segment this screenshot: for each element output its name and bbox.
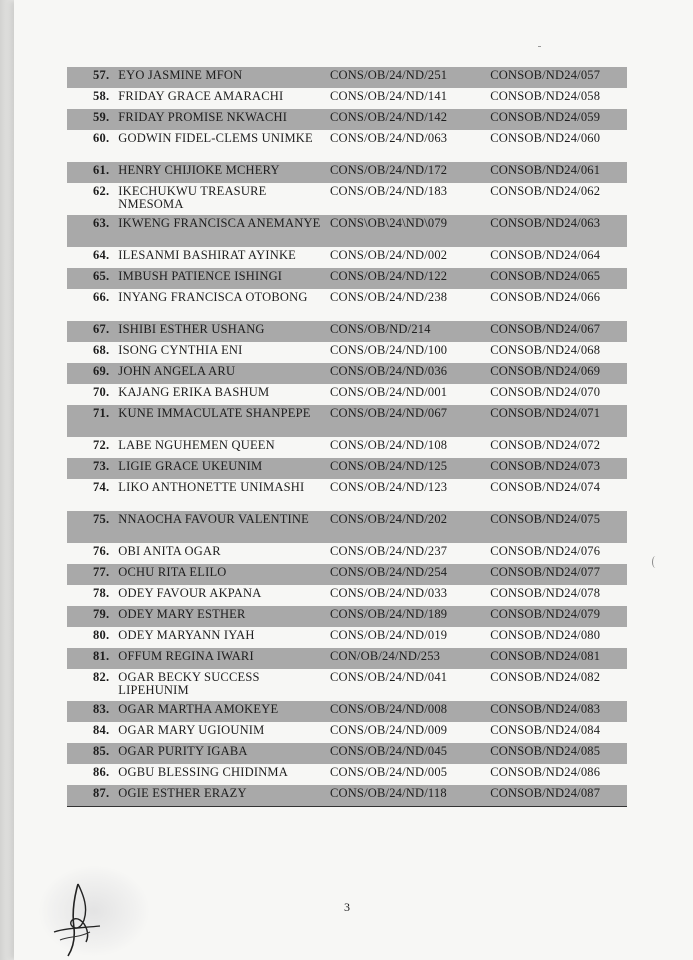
student-name: OGAR MARTHA AMOKEYE [115, 701, 327, 722]
row-number: 63. [67, 215, 115, 247]
row-number: 80. [93, 628, 110, 642]
row-number: 57. [67, 67, 115, 88]
student-name: GODWIN FIDEL-CLEMS UNIMKE [118, 131, 313, 145]
table-row [67, 701, 627, 722]
pen-mark [652, 556, 659, 568]
registration-number: CONS/OB/24/ND/125 [327, 458, 487, 479]
student-name: OGBU BLESSING CHIDINMA [118, 765, 288, 779]
table-row [67, 268, 627, 289]
row-number: 77. [67, 564, 115, 585]
registration-number: CONS/OB/24/ND/067 [327, 405, 487, 437]
matric-number: CONSOB/ND24/080 [490, 628, 601, 642]
row-number: 69. [67, 363, 115, 384]
row-number: 70. [93, 385, 110, 399]
registration-number: CONS/OB/ND/214 [327, 321, 487, 342]
registration-number: CONS/OB/24/ND/005 [329, 765, 448, 779]
matric-number: CONSOB/ND24/081 [487, 648, 627, 669]
registration-number: CONS/OB/24/ND/009 [329, 723, 448, 737]
row-number: 71. [67, 405, 115, 437]
student-name: JOHN ANGELA ARU [115, 363, 327, 384]
table-row [67, 321, 627, 342]
student-name: OGAR BECKY SUCCESS LIPEHUNIM [118, 670, 260, 697]
student-name: ODEY FAVOUR AKPANA [118, 586, 262, 600]
matric-number: CONSOB/ND24/062 [490, 184, 601, 198]
row-number: 61. [67, 162, 115, 183]
table-row [67, 648, 627, 669]
page-edge-shadow [0, 0, 14, 960]
registration-number: CONS/OB/24/ND/045 [327, 743, 487, 764]
registration-number: CONS/OB/24/ND/238 [329, 290, 448, 304]
table-row [67, 785, 627, 806]
student-name: LABE NGUHEMEN QUEEN [118, 438, 275, 452]
student-name: OBI ANITA OGAR [118, 544, 221, 558]
row-number: 79. [67, 606, 115, 627]
table-row [67, 109, 627, 130]
matric-number: CONSOB/ND24/070 [490, 385, 601, 399]
student-name: IKECHUKWU TREASURE NMESOMA [118, 184, 267, 211]
matric-number: CONSOB/ND24/074 [490, 480, 601, 494]
matric-number: CONSOB/ND24/079 [487, 606, 627, 627]
student-name: ODEY MARYANN IYAH [118, 628, 255, 642]
registration-number: CONS/OB/24/ND/202 [327, 511, 487, 543]
student-name: EYO JASMINE MFON [115, 67, 327, 88]
matric-number: CONSOB/ND24/073 [487, 458, 627, 479]
row-number: 74. [93, 480, 110, 494]
table-row [67, 669, 627, 701]
matric-number: CONSOB/ND24/083 [487, 701, 627, 722]
matric-number: CONSOB/ND24/086 [490, 765, 601, 779]
student-name: FRIDAY PROMISE NKWACHI [115, 109, 327, 130]
row-number: 78. [93, 586, 110, 600]
row-number: 68. [93, 343, 110, 357]
student-name: OCHU RITA ELILO [115, 564, 327, 585]
table-row [67, 722, 627, 743]
table-row [67, 342, 627, 363]
matric-number: CONSOB/ND24/060 [490, 131, 601, 145]
registration-number: CON/OB/24/ND/253 [327, 648, 487, 669]
matric-number: CONSOB/ND24/085 [487, 743, 627, 764]
row-number: 59. [67, 109, 115, 130]
table-row [67, 764, 627, 785]
student-name: OGAR PURITY IGABA [115, 743, 327, 764]
row-number: 82. [93, 670, 110, 684]
table-row [67, 289, 627, 321]
matric-number: CONSOB/ND24/069 [487, 363, 627, 384]
student-name: ILESANMI BASHIRAT AYINKE [118, 248, 297, 262]
row-number: 60. [93, 131, 110, 145]
table-row [67, 162, 627, 183]
row-number: 73. [67, 458, 115, 479]
matric-number: CONSOB/ND24/057 [487, 67, 627, 88]
registration-number: CONS/OB/24/ND/118 [327, 785, 487, 806]
matric-number: CONSOB/ND24/075 [487, 511, 627, 543]
matric-number: CONSOB/ND24/077 [487, 564, 627, 585]
student-list-body [67, 67, 627, 806]
page-number: 3 [344, 900, 350, 914]
row-number: 81. [67, 648, 115, 669]
student-name: OFFUM REGINA IWARI [115, 648, 327, 669]
table-row [67, 543, 627, 564]
speck [538, 46, 541, 47]
registration-number: CONS/OB/24/ND/122 [327, 268, 487, 289]
table-row [67, 215, 627, 247]
matric-number: CONSOB/ND24/068 [490, 343, 601, 357]
matric-number: CONSOB/ND24/084 [490, 723, 601, 737]
document-page [14, 0, 693, 960]
row-number: 58. [93, 89, 110, 103]
student-name: KUNE IMMACULATE SHANPEPE [115, 405, 327, 437]
student-name: LIGIE GRACE UKEUNIM [115, 458, 327, 479]
student-name: NNAOCHA FAVOUR VALENTINE [115, 511, 327, 543]
student-name: ISONG CYNTHIA ENI [118, 343, 243, 357]
table-row [67, 564, 627, 585]
student-list-table [67, 67, 627, 807]
registration-number: CONS/OB/24/ND/254 [327, 564, 487, 585]
matric-number: CONSOB/ND24/059 [487, 109, 627, 130]
registration-number: CONS/OB/24/ND/008 [327, 701, 487, 722]
matric-number: CONSOB/ND24/071 [487, 405, 627, 437]
registration-number: CONS/OB/24/ND/172 [327, 162, 487, 183]
registration-number: CONS/OB/24/ND/063 [329, 131, 448, 145]
table-row [67, 88, 627, 109]
table-row [67, 606, 627, 627]
registration-number: CONS/OB/24/ND/123 [329, 480, 448, 494]
matric-number: CONSOB/ND24/064 [490, 248, 601, 262]
row-number: 75. [67, 511, 115, 543]
registration-number: CONS/OB/24/ND/001 [329, 385, 448, 399]
row-number: 67. [67, 321, 115, 342]
row-number: 85. [67, 743, 115, 764]
registration-number: CONS/OB/24/ND/189 [327, 606, 487, 627]
row-number: 65. [67, 268, 115, 289]
matric-number: CONSOB/ND24/076 [490, 544, 601, 558]
table-row [67, 585, 627, 606]
table-row [67, 458, 627, 479]
matric-number: CONSOB/ND24/078 [490, 586, 601, 600]
matric-number: CONSOB/ND24/058 [490, 89, 601, 103]
registration-number: CONS/OB/24/ND/041 [329, 670, 448, 684]
table-row [67, 384, 627, 405]
signature-mark [50, 880, 110, 960]
table-row [67, 363, 627, 384]
registration-number: CONS/OB/24/ND/142 [327, 109, 487, 130]
registration-number: CONS/OB/24/ND/108 [329, 438, 448, 452]
row-number: 84. [93, 723, 110, 737]
registration-number: CONS\OB\24\ND\079 [327, 215, 487, 247]
student-name: LIKO ANTHONETTE UNIMASHI [118, 480, 305, 494]
student-name: ISHIBI ESTHER USHANG [115, 321, 327, 342]
matric-number: CONSOB/ND24/082 [490, 670, 601, 684]
student-name: INYANG FRANCISCA OTOBONG [118, 290, 308, 304]
registration-number: CONS/OB/24/ND/100 [329, 343, 448, 357]
student-name: FRIDAY GRACE AMARACHI [118, 89, 284, 103]
registration-number: CONS/OB/24/ND/251 [327, 67, 487, 88]
registration-number: CONS/OB/24/ND/237 [329, 544, 448, 558]
table-row [67, 405, 627, 437]
matric-number: CONSOB/ND24/065 [487, 268, 627, 289]
row-number: 64. [93, 248, 110, 262]
row-number: 72. [93, 438, 110, 452]
matric-number: CONSOB/ND24/067 [487, 321, 627, 342]
student-name: OGAR MARY UGIOUNIM [118, 723, 265, 737]
table-row [67, 247, 627, 268]
matric-number: CONSOB/ND24/072 [490, 438, 601, 452]
table-row [67, 183, 627, 215]
row-number: 62. [93, 184, 110, 198]
matric-number: CONSOB/ND24/063 [487, 215, 627, 247]
registration-number: CONS/OB/24/ND/141 [329, 89, 448, 103]
row-number: 87. [67, 785, 115, 806]
registration-number: CONS/OB/24/ND/033 [329, 586, 448, 600]
student-name: OGIE ESTHER ERAZY [115, 785, 327, 806]
row-number: 76. [93, 544, 110, 558]
matric-number: CONSOB/ND24/066 [490, 290, 601, 304]
row-number: 86. [93, 765, 110, 779]
matric-number: CONSOB/ND24/087 [487, 785, 627, 806]
table-row [67, 479, 627, 511]
table-row [67, 627, 627, 648]
student-name: ODEY MARY ESTHER [115, 606, 327, 627]
row-number: 66. [93, 290, 110, 304]
row-number: 83. [67, 701, 115, 722]
student-name: IMBUSH PATIENCE ISHINGI [115, 268, 327, 289]
table-row [67, 67, 627, 88]
registration-number: CONS/OB/24/ND/002 [329, 248, 448, 262]
table-row [67, 130, 627, 162]
registration-number: CONS/OB/24/ND/019 [329, 628, 448, 642]
table-row [67, 511, 627, 543]
registration-number: CONS/OB/24/ND/036 [327, 363, 487, 384]
matric-number: CONSOB/ND24/061 [487, 162, 627, 183]
table-row [67, 437, 627, 458]
registration-number: CONS/OB/24/ND/183 [329, 184, 448, 198]
student-name: HENRY CHIJIOKE MCHERY [115, 162, 327, 183]
student-name: IKWENG FRANCISCA ANEMANYE [115, 215, 327, 247]
student-name: KAJANG ERIKA BASHUM [118, 385, 270, 399]
table-row [67, 743, 627, 764]
